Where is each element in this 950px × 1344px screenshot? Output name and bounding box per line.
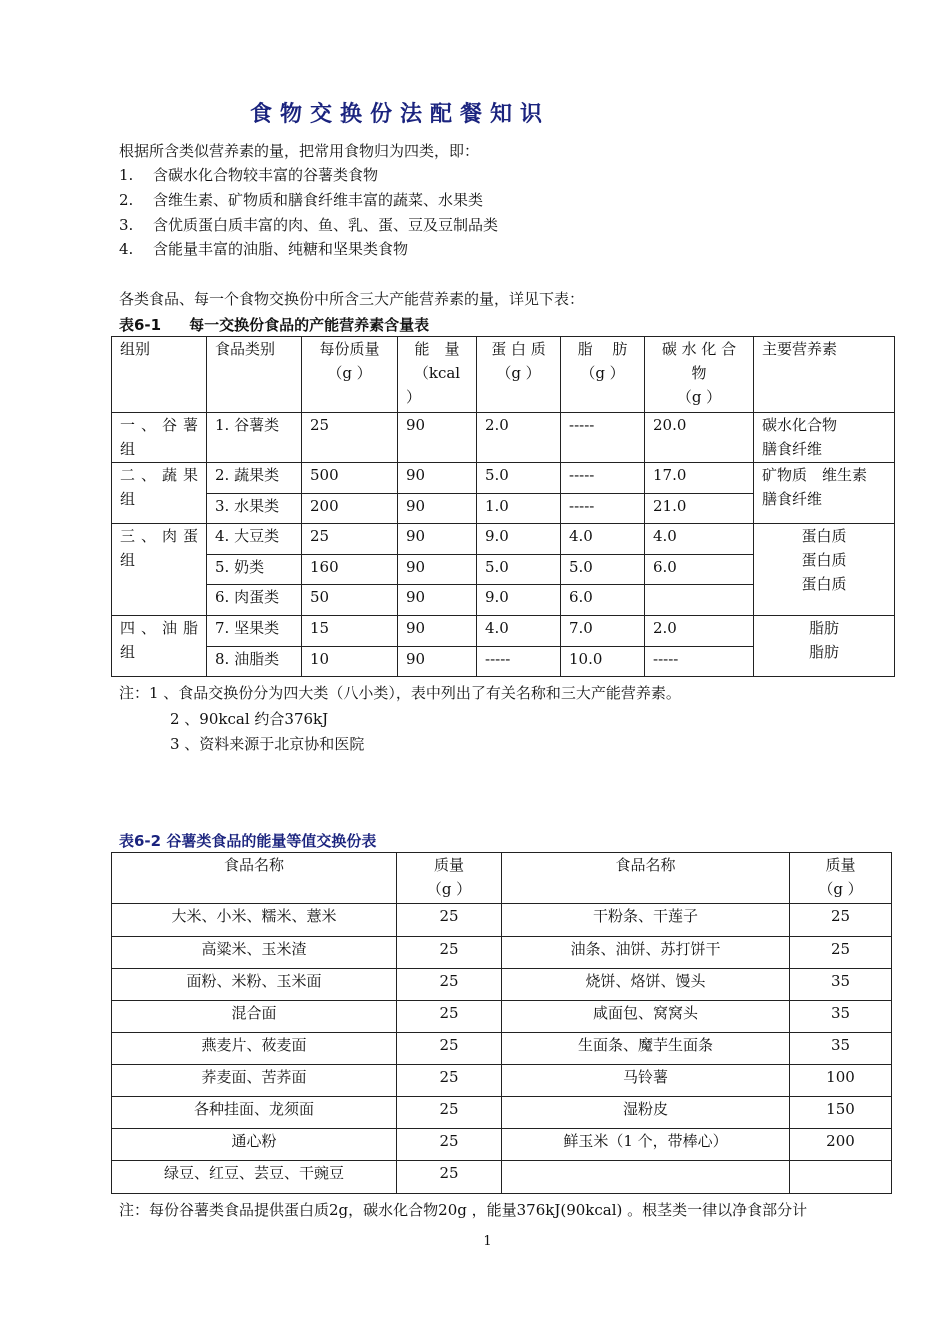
group-cell: 四 、 油 脂 组 — [112, 616, 207, 677]
mass-cell: 25 — [397, 904, 502, 937]
table-row — [112, 1065, 892, 1097]
energy-cell: 90 — [398, 413, 477, 463]
energy-cell: 90 — [398, 616, 477, 647]
energy-cell: 90 — [398, 585, 477, 616]
category-cell: 5. 奶类 — [207, 555, 302, 585]
group-cell: 一 、 谷 薯 组 — [112, 413, 207, 463]
carb-cell — [645, 585, 754, 616]
intro-text: 根据所含类似营养素的量，把常用食物归为四类，即： — [119, 142, 480, 160]
nutrient-cell: 脂肪 脂肪 — [754, 616, 895, 677]
exchange-nutrient-table — [111, 336, 895, 677]
mass-cell: 35 — [790, 1001, 892, 1033]
mass-cell: 200 — [790, 1129, 892, 1161]
fat-cell: 10.0 — [561, 647, 645, 677]
header-protein: 蛋 白 质 （g ） — [477, 337, 561, 413]
table-row — [112, 1129, 892, 1161]
table1-note: 注：1 、食品交换份分为四大类（八小类），表中列出了有关名称和三大产能营养素。 — [119, 684, 681, 702]
mass-cell: 160 — [302, 555, 398, 585]
table-row — [112, 1033, 892, 1065]
mass-cell: 25 — [397, 1161, 502, 1194]
table-row — [112, 616, 895, 647]
nutrient-cell: 矿物质 维生素 膳食纤维 — [754, 463, 895, 524]
document-title: 食物交换份法配餐知识 — [249, 102, 550, 127]
list-number: 4. — [119, 240, 134, 258]
protein-cell: 9.0 — [477, 585, 561, 616]
header-fat: 脂 肪 （g ） — [561, 337, 645, 413]
table-row — [112, 463, 895, 494]
carb-cell: 20.0 — [645, 413, 754, 463]
header-group: 组别 — [112, 337, 207, 413]
list-number: 2. — [119, 191, 134, 209]
protein-cell: 1.0 — [477, 494, 561, 524]
list-item — [119, 191, 483, 209]
table1-note: 3 、资料来源于北京协和医院 — [170, 735, 365, 753]
category-cell: 3. 水果类 — [207, 494, 302, 524]
mass-cell: 15 — [302, 616, 398, 647]
mass-cell — [790, 1161, 892, 1194]
nutrient-cell: 碳水化合物 膳食纤维 — [754, 413, 895, 463]
mass-cell: 25 — [397, 1129, 502, 1161]
table1-caption — [119, 314, 429, 335]
food-name-cell: 烧饼、烙饼、馒头 — [502, 969, 790, 1001]
table-intro-text: 各类食品、每一个食物交换份中所含三大产能营养素的量，详见下表： — [119, 290, 585, 308]
table-row — [112, 937, 892, 969]
protein-cell: 9.0 — [477, 524, 561, 555]
fat-cell: 7.0 — [561, 616, 645, 647]
mass-cell: 25 — [397, 1065, 502, 1097]
carb-cell: 21.0 — [645, 494, 754, 524]
list-text: 含维生素、矿物质和膳食纤维丰富的蔬菜、水果类 — [153, 191, 484, 209]
food-name-cell: 鲜玉米（1 个，带棒心） — [502, 1129, 790, 1161]
header-category: 食品类别 — [207, 337, 302, 413]
food-name-cell: 湿粉皮 — [502, 1097, 790, 1129]
category-cell: 8. 油脂类 — [207, 647, 302, 677]
category-cell: 4. 大豆类 — [207, 524, 302, 555]
table2-note: 注：每份谷薯类食品提供蛋白质2g，碳水化合物20g ，能量376kJ(90kcal) 。根茎类一律以净食部分计 — [119, 1201, 808, 1219]
mass-cell: 25 — [397, 1001, 502, 1033]
protein-cell: 4.0 — [477, 616, 561, 647]
header-food-name: 食品名称 — [502, 853, 790, 904]
protein-cell: ----- — [477, 647, 561, 677]
caption-text: 每一交换份食品的产能营养素含量表 — [189, 316, 430, 334]
energy-cell: 90 — [398, 524, 477, 555]
carb-cell: 4.0 — [645, 524, 754, 555]
list-item — [119, 240, 408, 258]
mass-cell: 500 — [302, 463, 398, 494]
food-name-cell: 马铃薯 — [502, 1065, 790, 1097]
caption-number: 表6-1 — [119, 316, 162, 334]
table-row — [112, 1161, 892, 1194]
category-cell: 2. 蔬果类 — [207, 463, 302, 494]
table-row — [112, 413, 895, 463]
food-name-cell: 高粱米、玉米渣 — [112, 937, 397, 969]
nutrient-cell: 蛋白质 蛋白质 蛋白质 — [754, 524, 895, 616]
fat-cell: 4.0 — [561, 524, 645, 555]
mass-cell: 35 — [790, 1033, 892, 1065]
food-name-cell: 咸面包、窝窝头 — [502, 1001, 790, 1033]
food-name-cell: 各种挂面、龙须面 — [112, 1097, 397, 1129]
carb-cell: 6.0 — [645, 555, 754, 585]
protein-cell: 5.0 — [477, 463, 561, 494]
food-name-cell: 油条、油饼、苏打饼干 — [502, 937, 790, 969]
mass-cell: 10 — [302, 647, 398, 677]
list-item — [119, 166, 378, 184]
mass-cell: 25 — [302, 524, 398, 555]
table2-caption: 表6-2 谷薯类食品的能量等值交换份表 — [119, 832, 377, 850]
list-text: 含能量丰富的油脂、纯糖和坚果类食物 — [153, 240, 409, 258]
energy-cell: 90 — [398, 494, 477, 524]
list-text: 含碳水化合物较丰富的谷薯类食物 — [153, 166, 379, 184]
category-cell: 1. 谷薯类 — [207, 413, 302, 463]
food-name-cell: 大米、小米、糯米、薏米 — [112, 904, 397, 937]
header-mass: 每份质量 （g ） — [302, 337, 398, 413]
mass-cell: 25 — [397, 969, 502, 1001]
protein-cell: 2.0 — [477, 413, 561, 463]
category-cell: 7. 坚果类 — [207, 616, 302, 647]
carb-cell: 17.0 — [645, 463, 754, 494]
mass-cell: 150 — [790, 1097, 892, 1129]
group-cell: 二 、 蔬 果 组 — [112, 463, 207, 524]
energy-cell: 90 — [398, 463, 477, 494]
fat-cell: 5.0 — [561, 555, 645, 585]
table-row — [112, 524, 895, 555]
mass-cell: 25 — [397, 1097, 502, 1129]
fat-cell: ----- — [561, 413, 645, 463]
mass-cell: 100 — [790, 1065, 892, 1097]
food-name-cell — [502, 1161, 790, 1194]
food-name-cell: 干粉条、干莲子 — [502, 904, 790, 937]
food-name-cell: 面粉、米粉、玉米面 — [112, 969, 397, 1001]
fat-cell: ----- — [561, 463, 645, 494]
mass-cell: 25 — [302, 413, 398, 463]
mass-cell: 50 — [302, 585, 398, 616]
carb-cell: 2.0 — [645, 616, 754, 647]
header-mass: 质量 （g ） — [790, 853, 892, 904]
mass-cell: 25 — [397, 937, 502, 969]
mass-cell: 200 — [302, 494, 398, 524]
table-header-row — [112, 337, 895, 413]
food-name-cell: 燕麦片、莜麦面 — [112, 1033, 397, 1065]
protein-cell: 5.0 — [477, 555, 561, 585]
table-row — [112, 1097, 892, 1129]
food-name-cell: 绿豆、红豆、芸豆、干豌豆 — [112, 1161, 397, 1194]
fat-cell: ----- — [561, 494, 645, 524]
table-header-row — [112, 853, 892, 904]
category-cell: 6. 肉蛋类 — [207, 585, 302, 616]
list-number: 3. — [119, 216, 134, 234]
mass-cell: 25 — [397, 1033, 502, 1065]
header-food-name: 食品名称 — [112, 853, 397, 904]
header-carb: 碳 水 化 合 物 （g ） — [645, 337, 754, 413]
header-mass: 质量 （g ） — [397, 853, 502, 904]
table1-note: 2 、90kcal 约合376kJ — [170, 710, 329, 728]
list-item — [119, 216, 498, 234]
energy-cell: 90 — [398, 647, 477, 677]
mass-cell: 25 — [790, 937, 892, 969]
grain-exchange-table — [111, 852, 892, 1194]
food-name-cell: 荞麦面、苦荞面 — [112, 1065, 397, 1097]
table-row — [112, 1001, 892, 1033]
header-energy: 能 量 （kcal ） — [398, 337, 477, 413]
mass-cell: 25 — [790, 904, 892, 937]
fat-cell: 6.0 — [561, 585, 645, 616]
energy-cell: 90 — [398, 555, 477, 585]
list-number: 1. — [119, 166, 134, 184]
food-name-cell: 生面条、魔芋生面条 — [502, 1033, 790, 1065]
food-name-cell: 混合面 — [112, 1001, 397, 1033]
header-nutrient: 主要营养素 — [754, 337, 895, 413]
table-row — [112, 969, 892, 1001]
table-row — [112, 904, 892, 937]
group-cell: 三 、 肉 蛋 组 — [112, 524, 207, 616]
mass-cell: 35 — [790, 969, 892, 1001]
page-number: 1 — [483, 1234, 492, 1249]
food-name-cell: 通心粉 — [112, 1129, 397, 1161]
list-text: 含优质蛋白质丰富的肉、鱼、乳、蛋、豆及豆制品类 — [153, 216, 499, 234]
carb-cell: ----- — [645, 647, 754, 677]
